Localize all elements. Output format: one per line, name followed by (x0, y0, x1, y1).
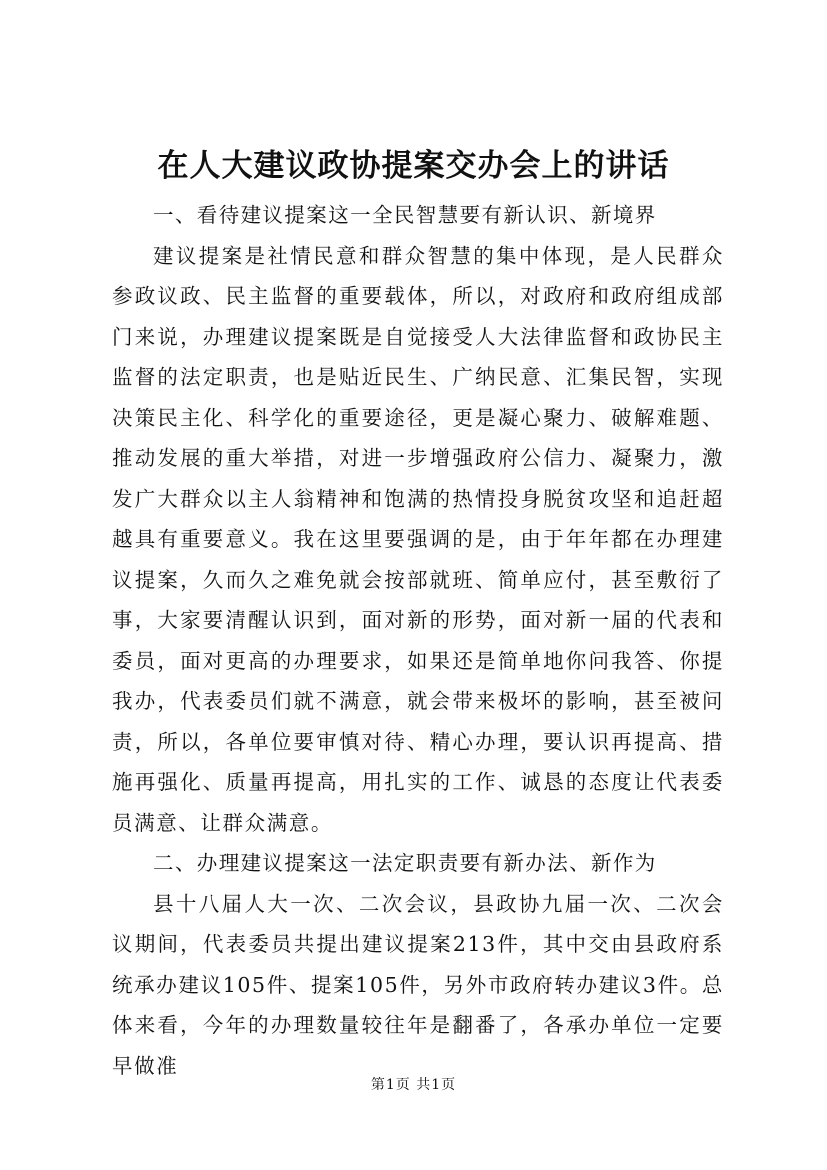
section-heading-1: 一、看待建议提案这一全民智慧要有新认识、新境界 (153, 203, 657, 227)
section-paragraph-1: 建议提案是社情民意和群众智慧的集中体现，是人民群众参政议政、民主监督的重要载体，所以，对政府和政府组成部门来说，办理建议提案既是自觉接受人大法律监督和政协民主监督的法定职责，也是贴近民生、广纳民意、汇集民智，实现决策民主化、科学化的重要途径，更是凝心聚力、破解难题、推动发展的重大举措，对进一步增强政府公信力、凝聚力，激发广大群众以主人翁精神和饱满的热情投身脱贫攻坚和追赶超越具有重要意义。我在这里要强调的是，由于年年都在办理建议提案，久而久之难免就会按部就班、简单应付，甚至敷衍了事，大家要清醒认识到，面对新的形势，面对新一届的代表和委员，面对更高的办理要求，如果还是简单地你问我答、你提我办，代表委员们就不满意，就会带来极坏的影响，甚至被问责，所以，各单位要审慎对待、精心办理，要认识再提高、措施再强化、质量再提高，用扎实的工作、诚恳的态度让代表委员满意、让群众满意。 (112, 243, 724, 835)
page-footer: 第1页 共1页 (370, 1077, 457, 1093)
section-heading-2: 二、办理建议提案这一法定职责要有新办法、新作为 (153, 851, 657, 875)
page-title: 在人大建议政协提案交办会上的讲话 (157, 148, 670, 184)
document-body (112, 195, 724, 1086)
section-paragraph-2: 县十八届人大一次、二次会议，县政协九届一次、二次会议期间，代表委员共提出建议提案213件，其中交由县政府系统承办建议105件、提案105件，另外市政府转办建议3件。总体来看，今年的办理数量较往年是翻番了，各承办单位一定要早做准 (112, 891, 724, 1078)
